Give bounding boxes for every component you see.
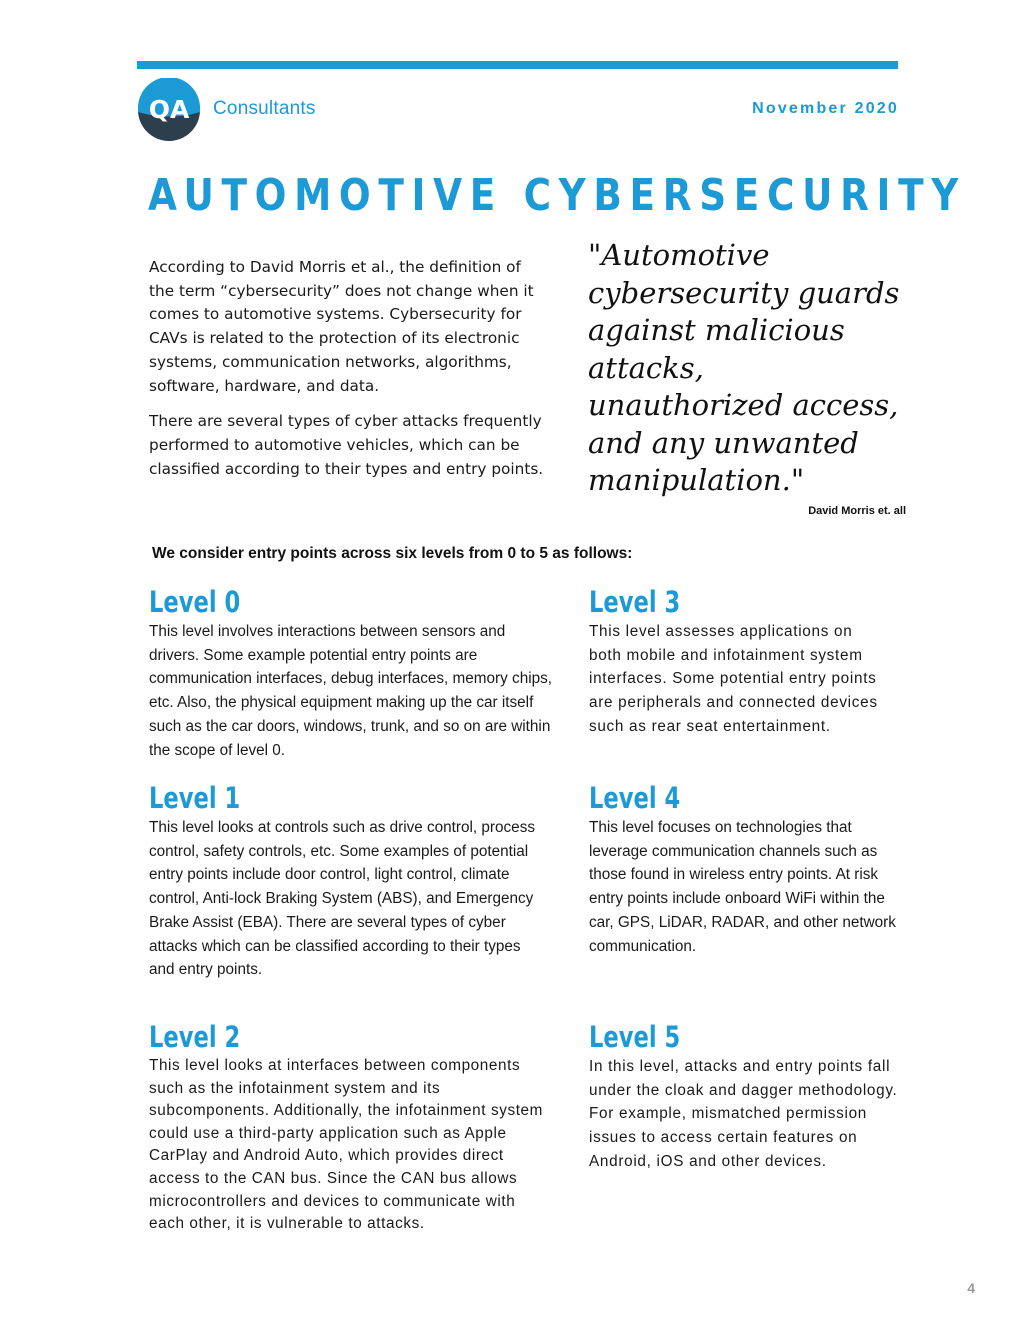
quote-author: David Morris et. all (808, 505, 906, 517)
brand-name: Consultants (213, 98, 316, 119)
pull-quote: "Automotive cybersecurity guards against malicious attacks, unauthorized access, and any unwanted manipulation." (588, 238, 900, 497)
level-0-section (149, 584, 559, 762)
page-number: 4 (967, 1280, 975, 1296)
level-0-title: Level 0 (149, 585, 241, 619)
page-title: AUTOMOTIVE CYBERSECURITY (148, 170, 967, 221)
level-1-text: This level looks at controls such as drive control, process control, safety controls, etc. Some examples of potential entry points include door control, light control, climate control, Anti-lock Braking System (ABS), and Emergency Brake Assist (EBA). There are several types of cyber attacks which can be classified according to their types and entry points. (149, 819, 535, 979)
intro-paragraph-1: According to David Morris et al., the definition of the term “cybersecurity” does not change when it comes to automotive systems. Cybersecurity for CAVs is related to the protection of its electronic systems, communication networks, algorithms, software, hardware, and data. (149, 258, 534, 395)
issue-date: November 2020 (752, 100, 899, 117)
intro-paragraph-2: There are several types of cyber attacks frequently performed to automotive vehicles, which can be classified according to their types and entry points. (149, 412, 544, 478)
level-3-section (589, 584, 879, 739)
company-logo (137, 78, 337, 144)
level-0-text: This level involves interactions between sensors and drivers. Some example potential entry points are communication interfaces, debug interfaces, memory chips, etc. Also, the physical equipment making up the car itself such as the car doors, windows, trunk, and so on are within the scope of level 0. (149, 623, 552, 759)
logo-mark-text: QA (148, 95, 190, 124)
level-4-title: Level 4 (589, 781, 681, 815)
level-4-section (589, 780, 904, 958)
level-5-text: In this level, attacks and entry points fall under the cloak and dagger methodology. For example, mismatched permission issues to access certain features on Android, iOS and other devices. (589, 1058, 898, 1170)
level-5-title: Level 5 (589, 1020, 681, 1054)
levels-heading: We consider entry points across six levels from 0 to 5 as follows: (152, 545, 633, 562)
level-5-section (589, 1019, 904, 1174)
level-3-text: This level assesses applications on both mobile and infotainment system interfaces. Some potential entry points are peripherals and connected devices such as rear seat entertainment. (589, 623, 878, 735)
header-accent-bar (137, 61, 898, 69)
level-2-section (149, 1019, 554, 1236)
level-1-title: Level 1 (149, 781, 241, 815)
qa-logo-icon (137, 78, 201, 142)
level-3-title: Level 3 (589, 585, 681, 619)
level-4-text: This level focuses on technologies that leverage communication channels such as those found in wireless entry points. At risk entry points include onboard WiFi within the car, GPS, LiDAR, RADAR, and other network communication. (589, 819, 896, 955)
level-2-title: Level 2 (149, 1020, 241, 1054)
level-2-text: This level looks at interfaces between components such as the infotainment system and its subcomponents. Additionally, the infotainment system could use a third-party application such as Apple CarPlay and Android Auto, which provides direct access to the CAN bus. Since the CAN bus allows microcontrollers and devices to communicate with each other, it is vulnerable to attacks. (149, 1057, 543, 1233)
intro-text (149, 256, 549, 481)
level-1-section (149, 780, 549, 982)
